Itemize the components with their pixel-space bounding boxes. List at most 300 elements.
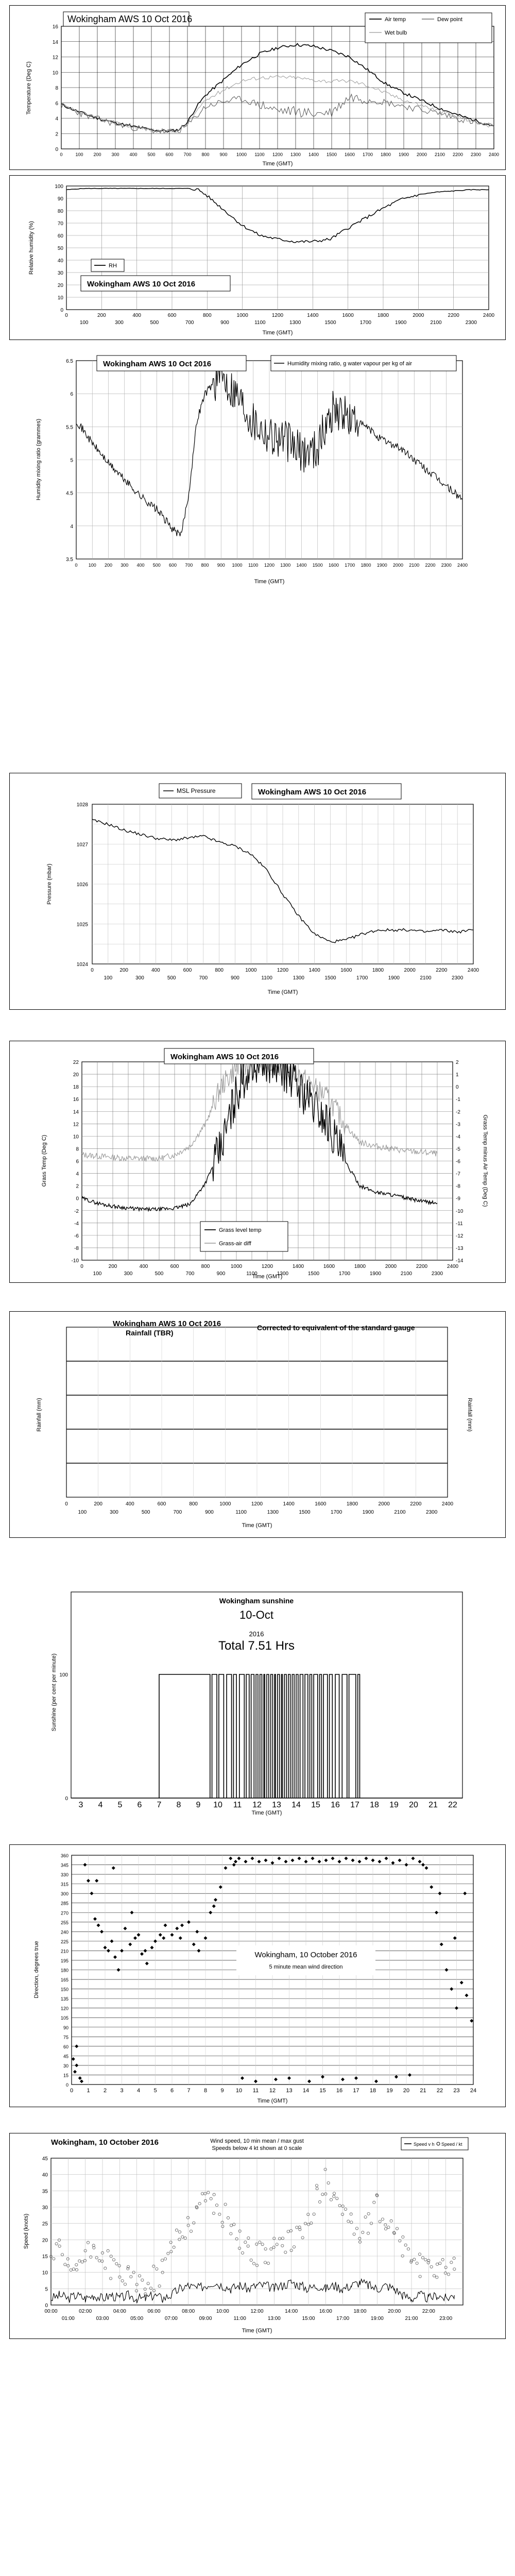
x-tick-label: 2200	[410, 1501, 422, 1507]
direction-point	[104, 1946, 107, 1950]
x-tick-label: 7	[157, 1801, 162, 1809]
gust-point	[421, 2257, 424, 2259]
y-tick-label: -11	[456, 1221, 463, 1227]
direction-point	[408, 2073, 411, 2077]
gust-point	[402, 2235, 404, 2238]
gust-point	[152, 2265, 155, 2267]
x-tick-label: 200	[104, 563, 113, 568]
x-tick-label: 2000	[378, 1501, 390, 1507]
gust-point	[416, 2262, 418, 2264]
direction-point	[87, 1879, 90, 1883]
direction-point	[318, 1860, 321, 1863]
sunshine-period	[349, 1674, 356, 1798]
y-tick-label: 40	[57, 258, 63, 264]
y-tick-label: 0	[65, 1796, 68, 1802]
x-tick-label: 12:00	[250, 2309, 264, 2314]
gust-point	[124, 2283, 126, 2285]
y-tick-label: 30	[42, 2205, 48, 2211]
direction-point	[159, 1933, 162, 1937]
x-tick-label: 14	[291, 1801, 301, 1809]
y-tick-label: 5.5	[66, 425, 73, 431]
x-tick-label: 21	[420, 2088, 426, 2094]
x-tick-label: 7	[187, 2088, 191, 2094]
chart-subtitle: 5 minute mean wind direction	[269, 1964, 343, 1970]
gust-point	[341, 2213, 344, 2215]
x-tick-label: 1000	[232, 563, 243, 568]
y-tick-label: 6.5	[66, 359, 73, 364]
y-tick-label: 14	[52, 39, 58, 45]
legend-speed-kt: Speed / kt	[441, 2142, 462, 2147]
sunshine-period	[282, 1674, 283, 1798]
chart-title: Wokingham AWS 10 Oct 2016	[103, 360, 212, 368]
sunshine-period	[305, 1674, 308, 1798]
gust-point	[333, 2192, 335, 2195]
gust-point	[350, 2213, 352, 2215]
x-tick-label: 1400	[307, 313, 319, 318]
gust-point	[316, 2188, 318, 2190]
gust-point	[167, 2252, 169, 2255]
x-tick-label: 1600	[342, 313, 354, 318]
x-tick-label: 9	[220, 2088, 224, 2094]
x-tick-label: 1000	[236, 313, 248, 318]
gust-point	[218, 2213, 221, 2215]
gust-point	[141, 2279, 144, 2281]
grass-temp-chart	[10, 1041, 505, 1282]
y-tick-label: 16	[52, 24, 58, 30]
gust-point	[296, 2226, 298, 2229]
legend-wet-bulb: Wet bulb	[385, 30, 407, 36]
x-tick-label: 2300	[431, 1271, 443, 1277]
x-tick-label: 700	[185, 563, 193, 568]
y-tick-label: 22	[73, 1060, 79, 1065]
direction-point	[418, 1860, 422, 1863]
x-tick-label: 400	[125, 1501, 134, 1507]
x-axis-label: Time (GMT)	[262, 330, 293, 336]
x-tick-label: 14	[302, 2088, 310, 2094]
y-tick-label: 100	[59, 1672, 68, 1678]
x-tick-label: 1700	[362, 152, 373, 157]
x-tick-label: 300	[110, 1510, 118, 1515]
gust-point	[81, 2261, 83, 2263]
direction-point	[73, 2070, 77, 2074]
direction-point	[411, 1857, 415, 1860]
x-tick-label: 6	[137, 1801, 142, 1809]
gust-point	[213, 2193, 215, 2196]
direction-point	[440, 1943, 443, 1946]
direction-point	[398, 1858, 402, 1862]
y-axis-label: Relative humidity (%)	[28, 221, 35, 275]
direction-point	[145, 1962, 149, 1965]
gust-point	[101, 2260, 104, 2262]
gust-point	[247, 2245, 249, 2247]
gust-point	[338, 2204, 341, 2207]
x-tick-label: 1900	[362, 1510, 374, 1515]
sunshine-chart-panel	[9, 1577, 506, 1819]
x-tick-label: 1800	[377, 313, 389, 318]
x-tick-label: 800	[189, 1501, 198, 1507]
x-tick-label: 1700	[345, 563, 355, 568]
gust-point	[104, 2267, 107, 2269]
x-tick-label: 20:00	[388, 2309, 401, 2314]
y-axis-label: Humidity mixing ratio (grammes)	[36, 418, 42, 501]
y-tick-label: 100	[55, 184, 63, 190]
x-tick-label: 200	[108, 1264, 117, 1269]
x-tick-label: 1200	[251, 1501, 263, 1507]
x-tick-label: 16	[331, 1801, 340, 1809]
gust-point	[241, 2251, 244, 2254]
mixing-ratio-chart	[9, 340, 506, 587]
sunshine-period	[267, 1674, 269, 1798]
x-tick-label: 6	[170, 2088, 174, 2094]
direction-point	[291, 1858, 295, 1862]
x-tick-label: 600	[157, 1501, 166, 1507]
x-tick-label: 1100	[254, 152, 265, 157]
x-tick-label: 200	[119, 968, 129, 973]
direction-point	[470, 2019, 473, 2023]
direction-point	[378, 1860, 382, 1863]
x-tick-label: 400	[132, 313, 142, 318]
gust-point	[110, 2255, 112, 2258]
x-tick-label: 100	[75, 152, 83, 157]
y-tick-label: 0	[76, 1196, 79, 1202]
x-tick-label: 16:00	[319, 2309, 332, 2314]
gust-point	[164, 2258, 166, 2260]
direction-point	[264, 1858, 268, 1862]
direction-point	[83, 1863, 87, 1867]
gust-point	[272, 2246, 275, 2248]
x-tick-label: 700	[199, 975, 208, 981]
sunshine-period	[227, 1674, 232, 1798]
gust-point	[252, 2262, 255, 2265]
gust-point	[336, 2197, 338, 2200]
gust-point	[287, 2230, 289, 2233]
x-tick-label: 1300	[290, 152, 301, 157]
direction-point	[254, 2079, 258, 2083]
sunshine-period	[278, 1674, 280, 1798]
legend-mixing-ratio: Humidity mixing ratio, g water vapour per kg of air	[287, 361, 413, 367]
x-tick-label: 900	[216, 1271, 226, 1277]
direction-point	[180, 1923, 184, 1927]
x-tick-label: 16	[336, 2088, 343, 2094]
x-tick-label: 1700	[338, 1271, 351, 1277]
direction-point	[214, 1898, 217, 1902]
direction-point	[187, 1920, 191, 1924]
y-tick-label: 2	[55, 131, 58, 138]
x-tick-label: 100	[78, 1510, 87, 1515]
gust-point	[387, 2226, 390, 2228]
x-tick-label: 1600	[344, 152, 355, 157]
gust-point	[127, 2265, 129, 2268]
x-tick-label: 4	[98, 1801, 103, 1809]
gust-point	[436, 2276, 438, 2279]
y-tick-label: 75	[63, 2035, 68, 2040]
x-tick-label: 2000	[404, 968, 416, 973]
x-tick-label: 1200	[264, 563, 275, 568]
gust-point	[95, 2257, 98, 2259]
x-tick-label: 2300	[441, 563, 452, 568]
sunshine-chart	[9, 1577, 506, 1819]
x-tick-label: 1400	[308, 152, 319, 157]
gust-point	[259, 2241, 261, 2244]
direction-point	[219, 1885, 222, 1889]
legend-msl-pressure: MSL Pressure	[177, 787, 216, 794]
y-tick-label: 345	[60, 1862, 68, 1868]
x-tick-label: 900	[231, 975, 239, 981]
direction-point	[112, 1866, 115, 1870]
gust-point	[318, 2200, 321, 2203]
gust-point	[324, 2168, 327, 2171]
gust-point	[230, 2224, 232, 2227]
gust-point	[215, 2204, 218, 2207]
direction-point	[107, 1949, 110, 1953]
direction-point	[130, 1911, 134, 1914]
x-axis-label: Time (GMT)	[254, 579, 285, 585]
gust-point	[55, 2242, 58, 2245]
x-tick-label: 900	[220, 320, 229, 326]
y-tick-label: 300	[60, 1891, 68, 1897]
x-tick-label: 1100	[261, 975, 272, 981]
y-tick-label: 20	[57, 283, 63, 289]
y-tick-label: 1024	[76, 962, 88, 968]
direction-point	[271, 1861, 274, 1865]
y-tick-label: 195	[60, 1958, 68, 1963]
y-tick-label: 180	[60, 1968, 68, 1973]
x-tick-label: 1800	[360, 563, 371, 568]
direction-point	[229, 1857, 232, 1860]
x-tick-label: 2000	[413, 313, 424, 318]
y-tick-label: 15	[42, 2254, 48, 2260]
x-tick-label: 1800	[354, 1264, 366, 1269]
y-tick-label: 3.5	[66, 557, 73, 563]
y-tick-label: 2	[76, 1183, 79, 1190]
direction-point	[460, 1981, 464, 1985]
gust-point	[118, 2264, 121, 2267]
direction-point	[374, 2079, 378, 2083]
direction-point	[204, 1936, 208, 1940]
chart-subtitle: Rainfall (TBR)	[126, 1329, 174, 1337]
y-tick-label: 60	[63, 2044, 68, 2049]
x-tick-label: 1300	[277, 1271, 289, 1277]
direction-point	[435, 1911, 438, 1914]
gust-point	[419, 2275, 421, 2278]
x-tick-label: 500	[167, 975, 176, 981]
y-tick-label: 16	[73, 1097, 79, 1103]
direction-point	[358, 1860, 362, 1863]
x-tick-label: 1700	[331, 1510, 342, 1515]
y-tick-label: -5	[456, 1146, 460, 1153]
sunshine-period	[288, 1674, 290, 1798]
gust-point	[138, 2275, 141, 2277]
gust-point	[115, 2262, 118, 2265]
gust-point	[315, 2184, 318, 2187]
x-tick-label: 0	[60, 152, 63, 157]
direction-point	[195, 1930, 199, 1934]
x-tick-label: 13:00	[267, 2316, 281, 2321]
gust-point	[186, 2216, 189, 2219]
y-tick-label: -8	[74, 1245, 79, 1251]
x-tick-label: 0	[65, 313, 68, 318]
direction-point	[445, 1968, 449, 1972]
x-tick-label: 19	[389, 1801, 399, 1809]
gust-point	[181, 2235, 184, 2238]
sunshine-period	[314, 1674, 318, 1798]
y-axis-label: Temperature (Deg C)	[26, 61, 32, 115]
x-tick-label: 300	[115, 320, 124, 326]
direction-point	[298, 1857, 301, 1860]
sunshine-period	[310, 1674, 312, 1798]
gust-point	[173, 2246, 175, 2248]
x-tick-label: 300	[111, 152, 119, 157]
direction-point	[354, 2076, 358, 2080]
direction-point	[124, 1927, 127, 1930]
x-tick-label: 2400	[488, 152, 500, 157]
gust-point	[384, 2224, 387, 2226]
gust-point	[204, 2192, 207, 2195]
x-tick-label: 17:00	[336, 2316, 350, 2321]
x-tick-label: 2100	[420, 975, 432, 981]
x-tick-label: 13	[272, 1801, 281, 1809]
direction-point	[425, 1866, 428, 1870]
y-tick-label: 4	[70, 523, 73, 530]
gust-point	[135, 2290, 138, 2292]
x-tick-label: 9	[196, 1801, 201, 1809]
y-tick-label: -1	[456, 1097, 460, 1103]
legend-rh: RH	[109, 263, 117, 269]
gust-point	[53, 2258, 55, 2260]
x-tick-label: 1500	[324, 320, 336, 326]
gust-point	[453, 2257, 455, 2260]
x-tick-label: 700	[173, 1510, 182, 1515]
gust-point	[384, 2228, 387, 2230]
y-tick-label: 285	[60, 1901, 68, 1906]
series-line-grass-level-temp	[82, 1062, 437, 1211]
sunshine-period	[264, 1674, 265, 1798]
sunshine-period	[330, 1674, 333, 1798]
chart-title: Wokingham AWS 10 Oct 2016	[113, 1319, 221, 1328]
legend-dew-point: Dew point	[437, 16, 462, 23]
x-axis-label: Time (GMT)	[262, 161, 293, 167]
gust-point	[450, 2261, 453, 2264]
direction-point	[179, 1936, 182, 1940]
direction-point	[128, 1943, 132, 1946]
x-tick-label: 600	[183, 968, 192, 973]
x-tick-label: 1400	[283, 1501, 295, 1507]
x-tick-label: 05:00	[130, 2316, 144, 2321]
x-tick-label: 1200	[271, 313, 284, 318]
direction-point	[307, 2079, 311, 2083]
gust-point	[78, 2260, 81, 2262]
temperature-chart	[10, 6, 505, 170]
x-tick-label: 11	[233, 1801, 242, 1809]
gust-point	[169, 2241, 172, 2244]
x-tick-label: 800	[201, 1264, 210, 1269]
gust-point	[310, 2222, 313, 2224]
x-tick-label: 1000	[219, 1501, 231, 1507]
gust-point	[301, 2236, 304, 2239]
wind-direction-chart	[10, 1845, 505, 2107]
x-tick-label: 0	[65, 1501, 68, 1507]
direction-point	[150, 1946, 154, 1950]
sunshine-period	[320, 1674, 322, 1798]
x-tick-label: 18	[370, 1801, 379, 1809]
direction-point	[385, 1857, 388, 1860]
gust-point	[413, 2258, 416, 2261]
x-tick-label: 200	[97, 313, 106, 318]
x-tick-label: 13	[286, 2088, 293, 2094]
direction-point	[93, 1917, 97, 1921]
direction-point	[133, 1936, 137, 1940]
gust-point	[121, 2279, 124, 2282]
gust-point	[358, 2237, 361, 2240]
x-tick-label: 4	[136, 2088, 141, 2094]
x-tick-label: 2100	[394, 1510, 406, 1515]
direction-point	[421, 1863, 425, 1867]
x-tick-label: 1100	[248, 563, 259, 568]
x-tick-label: 2000	[392, 563, 404, 568]
y-tick-label: 315	[60, 1882, 68, 1887]
direction-point	[274, 2078, 278, 2081]
x-tick-label: 700	[185, 320, 194, 326]
legend-swatch-speed-kt	[437, 2142, 440, 2145]
x-tick-label: 2100	[430, 320, 442, 326]
direction-point	[345, 1857, 348, 1860]
gust-point	[224, 2203, 227, 2206]
x-tick-label: 3	[120, 2088, 124, 2094]
gust-point	[58, 2239, 60, 2241]
gust-point	[367, 2232, 369, 2234]
y-tick-label: 45	[42, 2156, 48, 2162]
x-tick-label: 11	[252, 2088, 259, 2094]
y-tick-label: 25	[42, 2221, 48, 2227]
x-tick-label: 8	[203, 2088, 208, 2094]
mixing-ratio-chart-panel	[9, 340, 506, 587]
x-tick-label: 1800	[380, 152, 391, 157]
x-tick-label: 2300	[465, 320, 477, 326]
chart-title: Wokingham AWS 10 Oct 2016	[67, 14, 193, 24]
x-tick-label: 400	[151, 968, 160, 973]
gust-point	[161, 2259, 163, 2262]
x-tick-label: 22	[448, 1801, 457, 1809]
series-line-grass-air-diff	[82, 1062, 437, 1162]
x-tick-label: 1	[87, 2088, 90, 2094]
gust-point	[367, 2212, 370, 2215]
y-tick-label: 135	[60, 1996, 68, 2002]
gust-point	[344, 2208, 347, 2210]
sunshine-period	[284, 1674, 286, 1798]
x-tick-label: 1400	[296, 563, 307, 568]
x-tick-label: 300	[135, 975, 144, 981]
x-tick-label: 22:00	[422, 2309, 435, 2314]
y-tick-label: -14	[456, 1258, 464, 1264]
x-tick-label: 03:00	[96, 2316, 109, 2321]
series-line-speed-v-h	[51, 2279, 454, 2303]
y-tick-label: -13	[456, 1245, 464, 1251]
gust-point	[261, 2243, 264, 2246]
direction-point	[75, 2044, 78, 2048]
direction-point	[90, 1892, 94, 1895]
gust-point	[212, 2212, 215, 2214]
gust-point	[87, 2241, 89, 2244]
direction-point	[224, 1866, 228, 1870]
y-tick-label: 14	[73, 1109, 79, 1115]
grass-temp-chart-panel	[9, 1041, 506, 1283]
chart-subtitle: Wind speed, 10 min mean / max gust	[210, 2138, 304, 2144]
x-tick-label: 100	[93, 1271, 102, 1277]
direction-point	[463, 1892, 467, 1895]
gust-point	[330, 2198, 332, 2201]
sunshine-period	[260, 1674, 262, 1798]
y-axis-label-right: Rainfall (mm)	[467, 1398, 473, 1432]
